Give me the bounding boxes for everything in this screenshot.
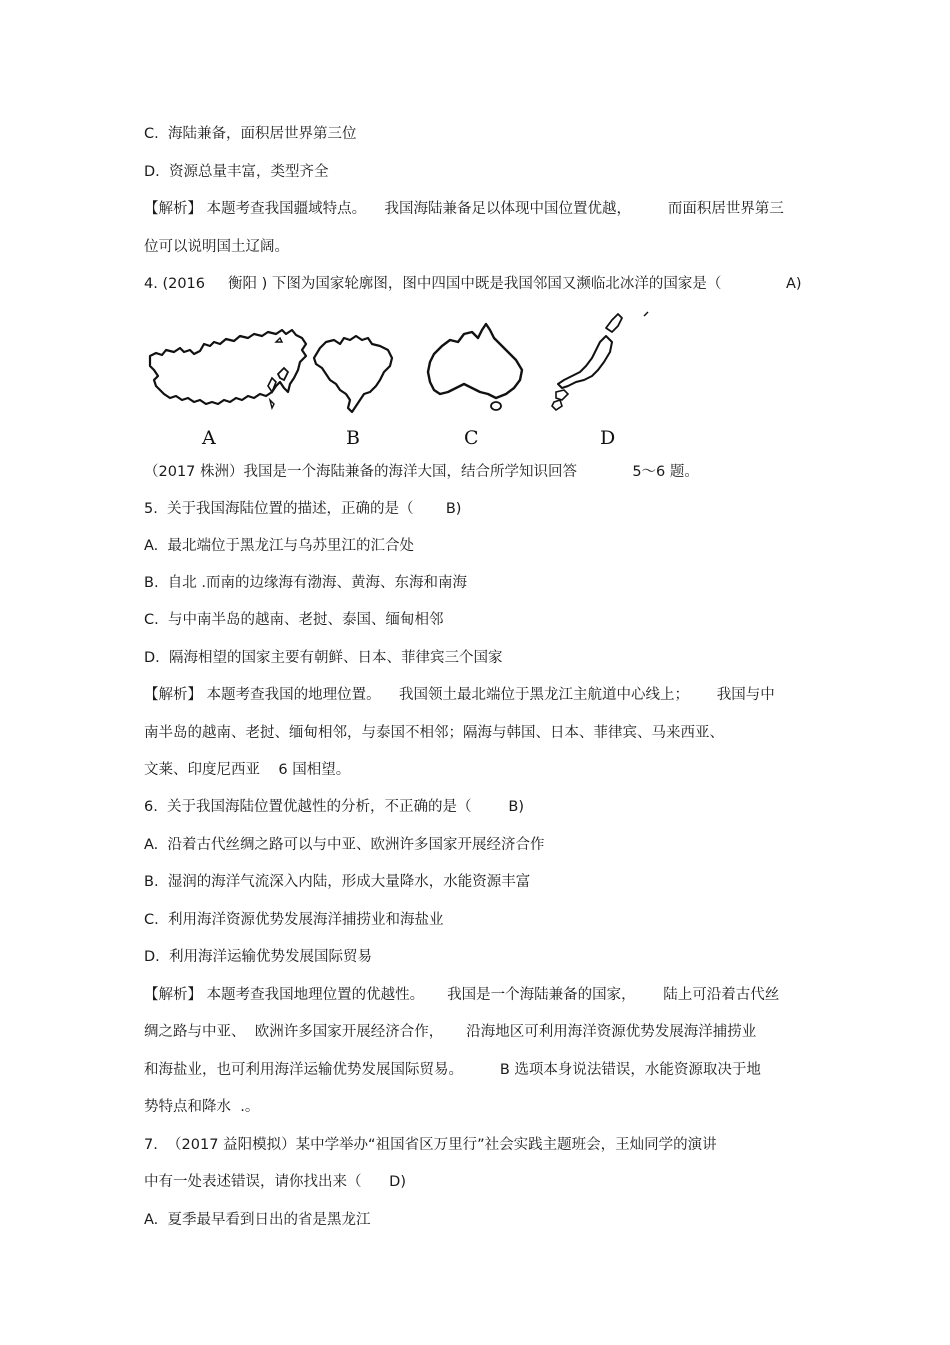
question-7-line-2: 中有一处表述错误，请你找出来（ D) [144,1174,406,1190]
q6-option-c: C. 利用海洋资源优势发展海洋捕捞业和海盐业 [144,912,444,928]
analysis-3-line-2: 位可以说明国土辽阔。 [144,239,289,255]
figure-label-d: D [600,427,616,449]
australia-outline-icon [428,324,522,398]
q6-option-b: B. 湿润的海洋气流深入内陆，形成大量降水，水能资源丰富 [144,874,531,890]
figure-label-a: A [202,427,216,449]
context-5-6: （2017 株洲）我国是一个海陆兼备的海洋大国，结合所学知识回答 5～6 题。 [144,464,699,480]
japan-outline-icon [606,314,622,332]
brazil-outline-icon [314,336,392,412]
question-6: 6. 关于我国海陆位置优越性的分析，不正确的是（ B) [144,799,525,815]
q5-option-c: C. 与中南半岛的越南、老挝、泰国、缅甸相邻 [144,612,444,628]
analysis-6-line-1: 【解析】 本题考查我国地理位置的优越性。 我国是一个海陆兼备的国家， 陆上可沿着古代丝 [144,987,780,1003]
q7-option-a: A. 夏季最早看到日出的省是黑龙江 [144,1212,371,1228]
analysis-6-line-3: 和海盐业，也可利用海洋运输优势发展国际贸易。 B 选项本身说法错误，水能资源取决于地 [144,1062,761,1078]
figure-label-c: C [464,427,479,449]
question-4: 4. (2016 衡阳 ) 下图为国家轮廓图，图中四国中既是我国邻国又濒临北冰洋的国家是（ A) [144,276,802,292]
analysis-6-line-2: 绸之路与中亚、 欧洲许多国家开展经济合作， 沿海地区可利用海洋资源优势发展海洋捕捞业 [144,1024,757,1040]
question-5: 5. 关于我国海陆位置的描述，正确的是（ B) [144,501,462,517]
q5-option-a: A. 最北端位于黑龙江与乌苏里江的汇合处 [144,538,414,554]
analysis-5-line-3: 文莱、印度尼西亚 6 国相望。 [144,762,351,778]
line-d-option: D. 资源总量丰富，类型齐全 [144,164,329,180]
analysis-3-line-1: 【解析】 本题考查我国疆域特点。 我国海陆兼备足以体现中国位置优越， 而面积居世界第三 [144,201,784,217]
analysis-5-line-2: 南半岛的越南、老挝、缅甸相邻，与泰国不相邻；隔海与韩国、日本、菲律宾、马来西亚、 [144,725,724,741]
q5-option-b: B. 自北 .而南的边缘海有渤海、黄海、东海和南海 [144,575,467,591]
q6-option-a: A. 沿着古代丝绸之路可以与中亚、欧洲许多国家开展经济合作 [144,837,545,853]
q5-option-d: D. 隔海相望的国家主要有朝鲜、日本、菲律宾三个国家 [144,650,503,666]
country-outline-figure [144,308,650,450]
figure-label-b: B [346,427,360,449]
question-7-line-1: 7. （2017 益阳模拟）某中学举办“祖国省区万里行”社会实践主题班会，王灿同学的演讲 [144,1137,717,1153]
analysis-5-line-1: 【解析】 本题考查我国的地理位置。 我国领土最北端位于黑龙江主航道中心线上； 我国与中 [144,687,775,703]
q6-option-d: D. 利用海洋运输优势发展国际贸易 [144,949,372,965]
analysis-6-line-4: 势特点和降水 .。 [144,1099,260,1115]
russia-outline-icon [150,330,306,404]
line-c-option: C. 海陆兼备，面积居世界第三位 [144,126,357,142]
